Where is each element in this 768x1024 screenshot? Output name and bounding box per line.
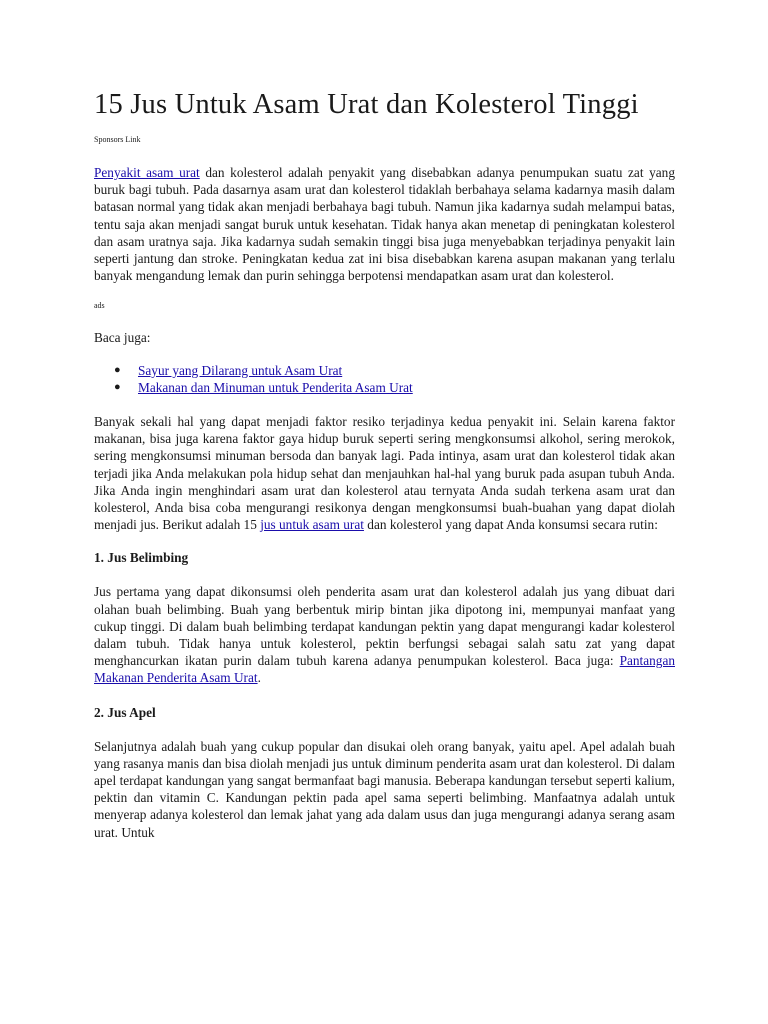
page-title: 15 Jus Untuk Asam Urat dan Kolesterol Tinggi	[94, 89, 639, 120]
list-item	[114, 379, 675, 396]
list-item	[114, 362, 675, 379]
section-1-paragraph	[94, 583, 675, 686]
section-2-paragraph: Selanjutnya adalah buah yang cukup popular dan disukai oleh orang banyak, yaitu apel. Apel adalah buah yang rasanya manis dan bisa diolah menjadi jus untuk diminum penderita asam urat dan kolesterol. Di dalam apel terdapat kandungan yang sangat bermanfaat bagi manusia. Beberapa kandungan tersebut seperti kalium, pektin dan vitamin C. Kandungan pektin pada apel sama seperti belimbing. Manfaatnya adalah untuk menyerap adanya kolesterol dan lemak jahat yang ada dalam usus dan juga mengurangi adanya serang asam urat. Untuk	[94, 738, 675, 840]
sponsors-label: Sponsors Link	[94, 135, 141, 144]
bullet-icon: ●	[114, 380, 121, 393]
link-penyakit-asam-urat[interactable]: Penyakit asam urat	[94, 165, 200, 180]
paragraph-2-text-after: dan kolesterol yang dapat Anda konsumsi secara rutin:	[363, 517, 658, 533]
intro-text: dan kolesterol adalah penyakit yang disebabkan adanya penumpukan suatu zat yang buruk bagi tubuh. Pada dasarnya asam urat dan kolesterol tidaklah berbahaya selama kadarnya masih dalam batasan normal yang tidak akan menjadi berbahaya bagi tubuh. Namun jika kadarnya sudah melampui batas, tentu saja akan menjadi sangat buruk untuk kesehatan. Tidak hanya akan menetap di peningkatan kolesterol dan asam uratnya saja. Jika kadarnya sudah semakin tinggi bisa juga menyebabkan terjadinya penyakit lain seperti jantung dan stroke. Peningkatan kedua zat ini bisa disebabkan karena asupan makanan yang terlalu banyak mengandung lemak dan purin sehingga berpotensi mendapatkan asam urat dan kolesterol.	[94, 165, 675, 284]
bullet-icon: ●	[114, 363, 121, 376]
section-1-heading: 1. Jus Belimbing	[94, 550, 189, 566]
section-1-end: .	[257, 670, 261, 686]
intro-paragraph	[94, 164, 675, 284]
related-links-list	[94, 362, 675, 396]
section-2-heading: 2. Jus Apel	[94, 704, 156, 720]
paragraph-2-text-before: Banyak sekali hal yang dapat menjadi faktor resiko terjadinya kedua penyakit ini. Selain karena faktor makanan, bisa juga karena faktor gaya hidup buruk seperti sering mengkonsumsi alkohol, sering merokok, sering mengkonsumsi minuman bersoda dan banyak lagi. Pada intinya, asam urat dan kolesterol tidak akan terjadi jika Anda melakukan pola hidup sehat dan menjauhkan hal-hal yang buruk pada asupan tubuh Anda. Jika Anda ingin menghindari asam urat dan kolesterol atau ternyata Anda sudah terkena asam urat dan kolesterol, Anda bisa coba mengurangi resikonya dengan mengkonsumsi buah-buahan yang dapat diolah menjadi jus. Berikut adalah 15	[94, 414, 675, 533]
link-pantangan-makanan[interactable]: Pantangan Makanan Penderita Asam Urat	[94, 653, 675, 686]
link-related-1[interactable]: Makanan dan Minuman untuk Penderita Asam Urat	[138, 379, 413, 395]
ads-label: ads	[94, 301, 105, 311]
paragraph-2	[94, 413, 675, 533]
link-related-0[interactable]: Sayur yang Dilarang untuk Asam Urat	[138, 362, 343, 378]
section-1-text: Jus pertama yang dapat dikonsumsi oleh penderita asam urat dan kolesterol adalah jus yang dibuat dari olahan buah belimbing. Buah yang berbentuk mirip bintan jika dipotong ini, mempunyai manfaat yang cukup tinggi. Di dalam buah belimbing terdapat kandungan pektin yang dapat mengurangi kadar kolesterol dalam tubuh. Tidak hanya untuk kolesterol, pektin berfungsi sebagai salah satu zat yang dapat menghancurkan ikatan purin dalam tubuh karena adanya penumpukan kolesterol. Baca juga:	[94, 584, 675, 669]
baca-juga-label: Baca juga:	[94, 330, 151, 346]
article	[94, 88, 675, 841]
link-jus-untuk-asam-urat[interactable]: jus untuk asam urat	[260, 517, 364, 533]
